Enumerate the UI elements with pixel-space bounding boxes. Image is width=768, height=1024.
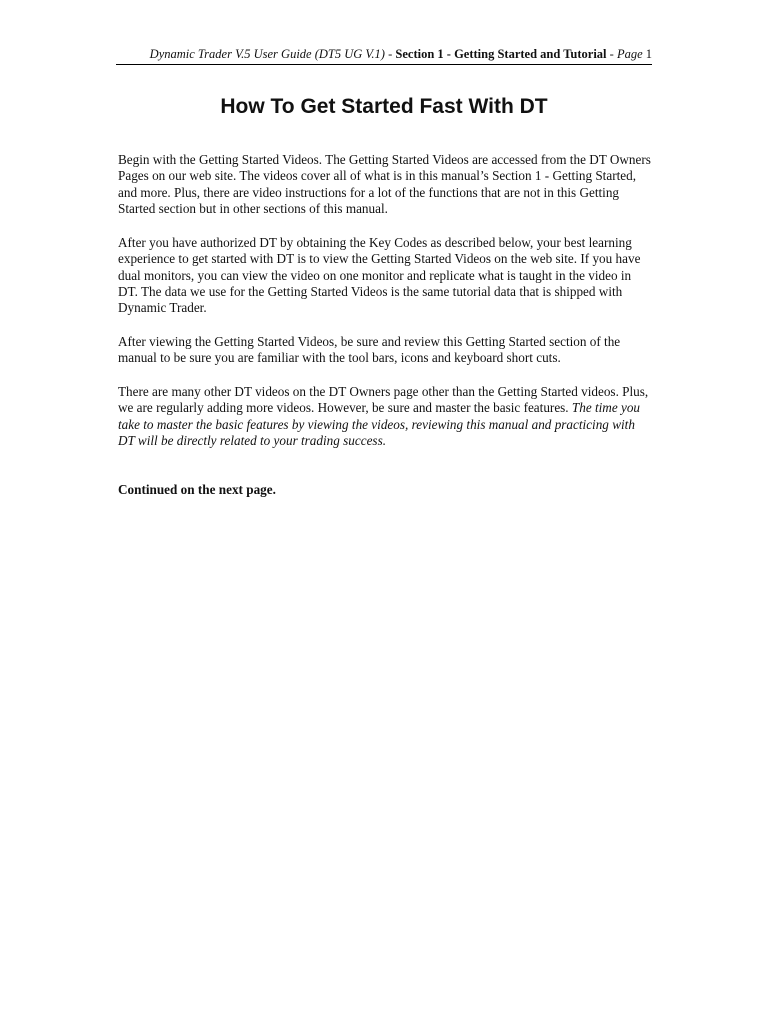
page-header (116, 46, 652, 65)
page-title: How To Get Started Fast With DT (220, 95, 548, 118)
section-title: Section 1 - Getting Started and Tutorial (395, 47, 607, 61)
paragraph-review-section: After viewing the Getting Started Videos, be sure and review this Getting Started section of the manual to be sure you are familiar with the tool bars, icons and keyboard short cuts. (118, 334, 621, 366)
header-separator: - (384, 47, 396, 61)
paragraph-other-videos-text: There are many other DT videos on the DT Owners page other than the Getting Started videos. Plus, we are regularly adding more videos. However, be sure and master the basic features. (118, 384, 649, 416)
page-label: Page (616, 47, 643, 61)
paragraph-other-videos-emphasis: The time you take to master the basic features by viewing the videos, reviewing this manual and practicing with DT will be directly related to your trading success. (118, 400, 641, 448)
page-number: 1 (645, 47, 652, 61)
guide-title: Dynamic Trader V.5 User Guide (DT5 UG V.1) (149, 47, 385, 61)
paragraph-key-codes: After you have authorized DT by obtaining the Key Codes as described below, your best learning experience to get started with DT is to view the Getting Started Videos on the web site. If you have dual monitors, you can view the video on one monitor and replicate what is taught in the video in DT. The data we use for the Getting Started Videos is the same tutorial data that is shipped with Dynamic Trader. (118, 235, 641, 316)
paragraph-other-videos (118, 384, 654, 449)
continued-note: Continued on the next page. (118, 482, 276, 497)
header-separator: - (606, 47, 617, 61)
paragraph-getting-started-videos: Begin with the Getting Started Videos. The Getting Started Videos are accessed from the DT Owners Pages on our web site. The videos cover all of what is in this manual’s Section 1 - Getting Started, and more. Plus, there are video instructions for a lot of the functions that are not in this Getting Started section but in other sections of this manual. (118, 152, 651, 216)
